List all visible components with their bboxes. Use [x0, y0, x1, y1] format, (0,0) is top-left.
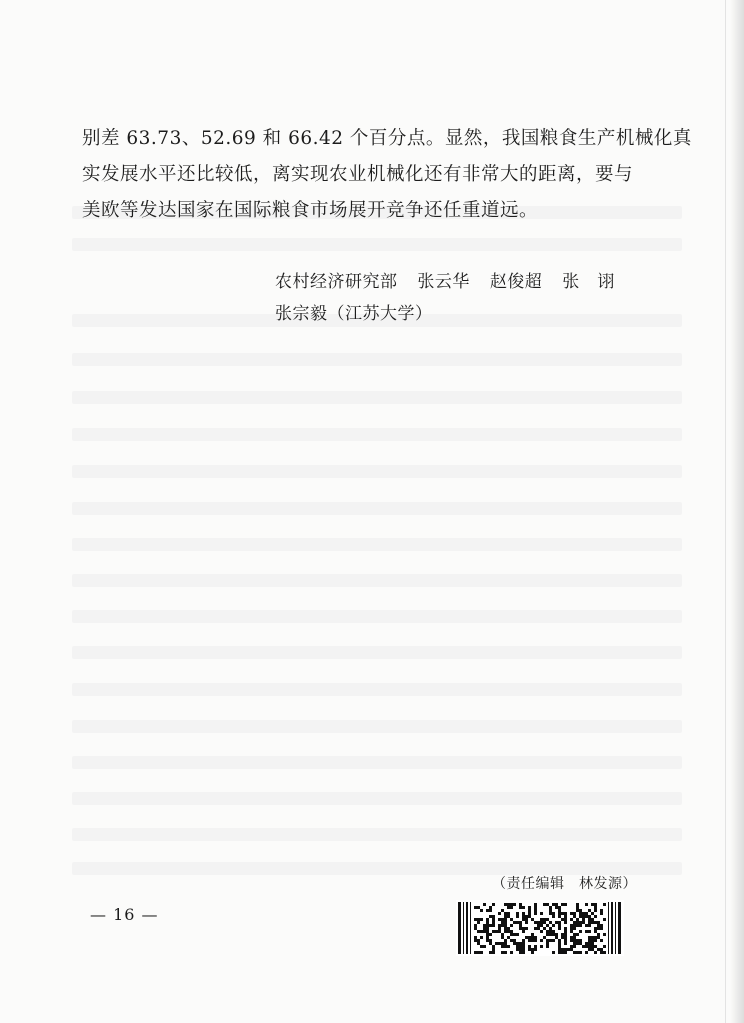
bleed-through-line: [72, 756, 682, 769]
department-name: 农村经济研究部: [275, 272, 398, 292]
bleed-through-line: [72, 538, 682, 551]
author-block: [275, 266, 615, 330]
responsible-editor: （责任编辑 林发源）: [492, 876, 637, 892]
body-line: 别差 63.73、52.69 和 66.42 个百分点。显然，我国粮食生产机械化真: [82, 128, 692, 149]
body-line: 美欧等发达国家在国际粮食市场展开竞争还任重道远。: [82, 200, 539, 221]
bleed-through-line: [72, 428, 682, 441]
bleed-through-line: [72, 391, 682, 404]
author-row-2: 张宗毅（江苏大学）: [275, 304, 433, 324]
bleed-through-line: [72, 792, 682, 805]
bleed-through-line: [72, 683, 682, 696]
barcode-icon: [456, 900, 624, 956]
bleed-through-line: [72, 465, 682, 478]
bleed-through-line: [72, 828, 682, 841]
body-line: 实发展水平还比较低，离实现农业机械化还有非常大的距离，要与: [82, 164, 634, 185]
body-paragraph: [82, 121, 692, 229]
bleed-through-line: [72, 238, 682, 251]
bleed-through-line: [72, 646, 682, 659]
bleed-through-line: [72, 574, 682, 587]
bleed-through-line: [72, 720, 682, 733]
page-edge-shadow: [730, 0, 744, 1023]
author-name: 赵俊超: [489, 272, 543, 292]
author-row-1: [275, 266, 615, 298]
page-edge: [725, 0, 726, 1023]
bleed-through-line: [72, 610, 682, 623]
bleed-through-line: [72, 353, 682, 366]
author-name: 张云华: [417, 272, 470, 292]
bleed-through-line: [72, 502, 682, 515]
author-name: 张 诩: [562, 272, 615, 292]
page-number: — 16 —: [90, 905, 159, 924]
